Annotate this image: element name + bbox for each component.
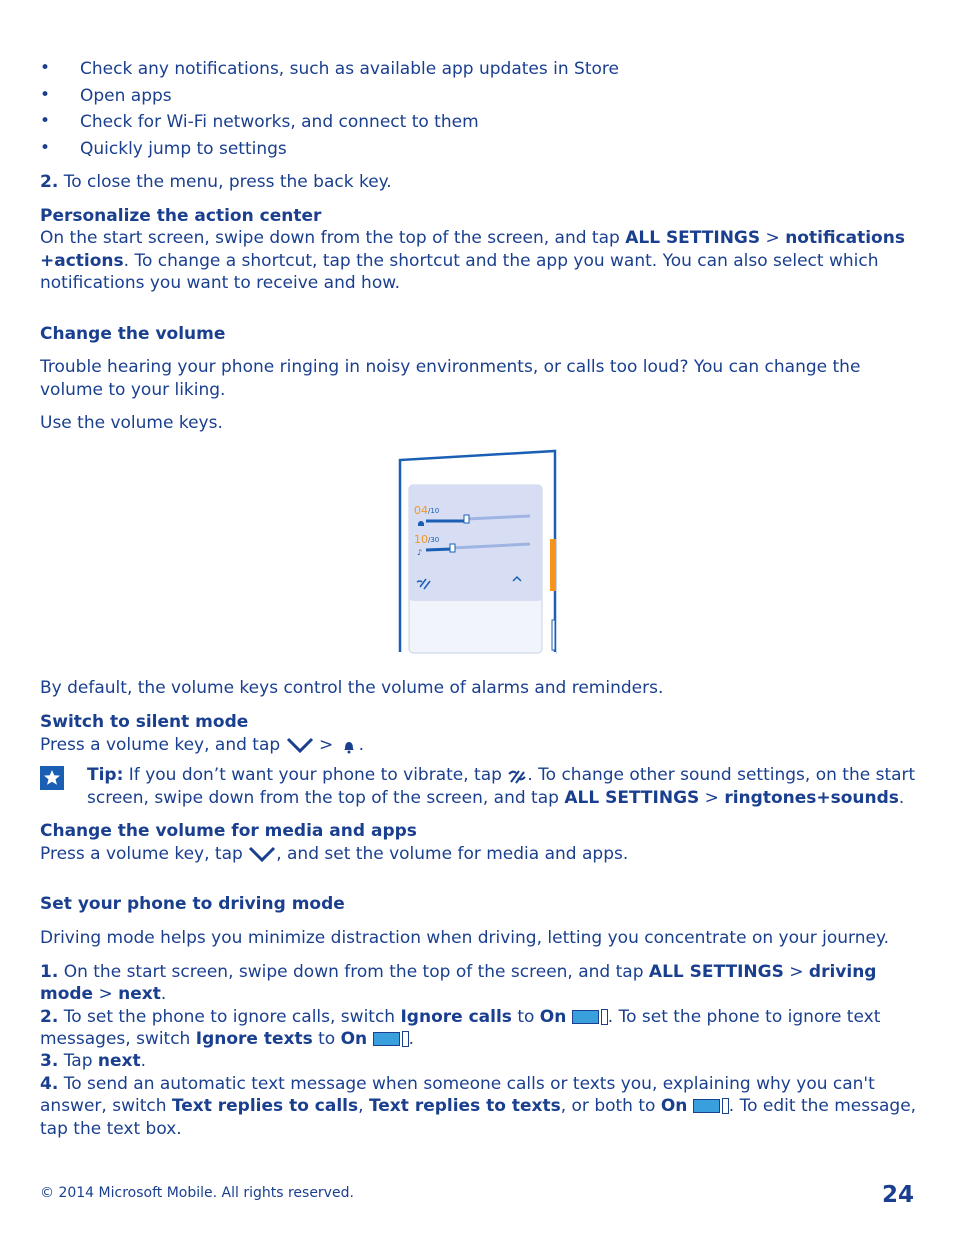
driving-step4-line2: answer, switch Text replies to calls, Text replies to texts, or both to On . To edit the message, bbox=[40, 1096, 917, 1116]
driving-step1-line2: mode > next. bbox=[40, 984, 167, 1004]
driving-step2-line1: 2. To set the phone to ignore calls, switch Ignore calls to On . To set the phone to ignore text bbox=[40, 1007, 881, 1027]
driving-step2-line2: messages, switch Ignore texts to On . bbox=[40, 1029, 414, 1049]
chevron-down-icon bbox=[248, 845, 276, 869]
driving-step3: 3. Tap next. bbox=[40, 1051, 147, 1071]
copyright: © 2014 Microsoft Mobile. All rights reserved. bbox=[40, 1185, 354, 1201]
bullet-item: Check for Wi-Fi networks, and connect to them bbox=[80, 112, 479, 132]
personalize-text-line1: On the start screen, swipe down from the top of the screen, and tap ALL SETTINGS > notifications bbox=[40, 228, 905, 248]
silent-heading: Switch to silent mode bbox=[40, 712, 249, 732]
phone-volume-illustration bbox=[396, 448, 560, 654]
bullet-item: Quickly jump to settings bbox=[80, 139, 287, 159]
driving-step1-line1: 1. On the start screen, swipe down from the top of the screen, and tap ALL SETTINGS > driving bbox=[40, 962, 877, 982]
ringer-volume-value: 04 bbox=[414, 504, 428, 517]
volume-default-text: By default, the volume keys control the volume of alarms and reminders. bbox=[40, 678, 664, 698]
volume-keys-text: Use the volume keys. bbox=[40, 413, 223, 433]
media-text: Press a volume key, tap , and set the volume for media and apps. bbox=[40, 843, 628, 869]
volume-text-line1: Trouble hearing your phone ringing in noisy environments, or calls too loud? You can change the bbox=[40, 357, 861, 377]
volume-heading: Change the volume bbox=[40, 324, 226, 344]
tip-star-icon bbox=[40, 766, 64, 795]
tip-text-line2: screen, swipe down from the top of the screen, and tap ALL SETTINGS > ringtones+sounds. bbox=[87, 788, 905, 808]
media-volume-max: /30 bbox=[428, 536, 440, 544]
tip-text-line1: Tip: If you don’t want your phone to vibrate, tap . To change other sound settings, on the start bbox=[87, 764, 915, 790]
driving-intro: Driving mode helps you minimize distraction when driving, letting you concentrate on your journey. bbox=[40, 928, 890, 948]
media-volume-value: 10 bbox=[414, 533, 428, 546]
svg-text:♪: ♪ bbox=[417, 548, 423, 557]
bullet-item: Open apps bbox=[80, 86, 172, 106]
bullet: • bbox=[40, 138, 51, 158]
media-heading: Change the volume for media and apps bbox=[40, 821, 417, 841]
silent-text: Press a volume key, and tap > . bbox=[40, 734, 364, 760]
bullet: • bbox=[40, 111, 51, 131]
bullet-item: Check any notifications, such as available app updates in Store bbox=[80, 59, 619, 79]
bell-icon bbox=[343, 738, 355, 760]
driving-step4-line3: tap the text box. bbox=[40, 1119, 182, 1139]
volume-text-line2: volume to your liking. bbox=[40, 380, 226, 400]
bullet: • bbox=[40, 58, 51, 78]
bullet: • bbox=[40, 85, 51, 105]
personalize-text-line3: notifications you want to receive and how. bbox=[40, 273, 400, 293]
page-number: 24 bbox=[881, 1182, 914, 1208]
chevron-down-icon bbox=[286, 736, 314, 760]
driving-step4-line1: 4. To send an automatic text message when someone calls or texts you, explaining why you can't bbox=[40, 1074, 875, 1094]
toggle-on-icon bbox=[572, 1009, 608, 1025]
personalize-heading: Personalize the action center bbox=[40, 206, 322, 226]
driving-heading: Set your phone to driving mode bbox=[40, 894, 345, 914]
toggle-on-icon bbox=[693, 1098, 729, 1114]
ringer-volume-max: /10 bbox=[428, 507, 440, 515]
personalize-text-line2: +actions. To change a shortcut, tap the shortcut and the app you want. You can also select which bbox=[40, 251, 879, 271]
toggle-on-icon bbox=[373, 1031, 409, 1047]
close-menu-step: 2. To close the menu, press the back key. bbox=[40, 172, 392, 192]
